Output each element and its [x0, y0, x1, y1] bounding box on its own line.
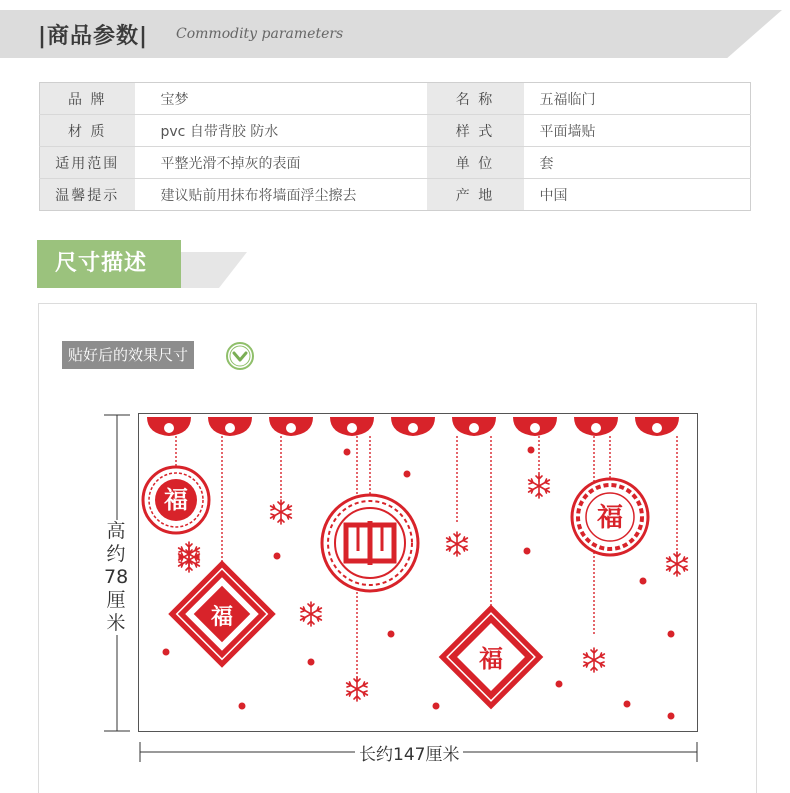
red-dot [668, 713, 675, 720]
red-dot [556, 681, 563, 688]
red-dot [388, 631, 395, 638]
fu-glyph: 福 [164, 486, 188, 514]
round-medallion-right [572, 479, 648, 555]
param-label: 单 位 [427, 147, 524, 179]
red-dot [239, 703, 246, 710]
height-dimension-label: 高约78厘米 [104, 520, 129, 634]
wall-sticker-illustration [139, 414, 699, 733]
scallop-hole [652, 423, 662, 433]
red-dot [404, 471, 411, 478]
scallop-hole [530, 423, 540, 433]
fu-glyph: 福 [479, 645, 503, 673]
snowflake [529, 474, 550, 498]
snowflake [584, 648, 605, 672]
red-dot [524, 548, 531, 555]
param-value: 建议贴前用抹布将墙面浮尘擦去 [160, 187, 357, 204]
red-dot [624, 701, 631, 708]
hanging-strings [176, 436, 677, 684]
param-label: 产 地 [427, 179, 524, 211]
param-label: 温馨提示 [40, 179, 135, 211]
param-value: 宝梦 [135, 83, 427, 115]
scallop-hole [408, 423, 418, 433]
param-value: 平整光滑不掉灰的表面 [135, 147, 427, 179]
effect-size-label: 贴好后的效果尺寸 [62, 341, 194, 369]
param-label: 适用范围 [40, 147, 135, 179]
param-label: 名 称 [427, 83, 524, 115]
red-dot [433, 703, 440, 710]
fu-glyph: 福 [596, 503, 624, 533]
param-value: 五福临门 [524, 83, 751, 115]
banner-subtitle: Commodity parameters [176, 26, 344, 42]
red-dot [668, 631, 675, 638]
width-dimension-label: 长约147厘米 [355, 740, 463, 765]
snowflake [347, 677, 368, 701]
scallop-hole [347, 423, 357, 433]
banner-title: |商品参数| [38, 24, 149, 49]
snowflake [301, 602, 322, 626]
wall-sticker-artwork [138, 413, 698, 732]
snowflake [447, 532, 468, 556]
param-value: 平面墙贴 [524, 115, 751, 147]
round-medallion-left [143, 467, 209, 533]
scallop-hole [225, 423, 235, 433]
param-label: 样 式 [427, 115, 524, 147]
round-medallion-center [322, 495, 418, 591]
scallop-border [147, 417, 679, 436]
param-label: 品 牌 [40, 83, 135, 115]
scallop-hole [469, 423, 479, 433]
snowflake [667, 552, 688, 576]
scallop-hole [164, 423, 174, 433]
red-dot [163, 649, 170, 656]
param-value: 中国 [539, 187, 568, 204]
param-label: 材 质 [40, 115, 135, 147]
red-dot [640, 578, 647, 585]
red-dot [308, 659, 315, 666]
snowflake [271, 500, 292, 524]
param-value: pvc 自带背胶 防水 [135, 115, 427, 147]
param-value: 套 [524, 147, 751, 179]
red-dot [274, 553, 281, 560]
size-section-title: 尺寸描述 [37, 240, 181, 288]
red-dot [528, 447, 535, 454]
scallop-hole [591, 423, 601, 433]
red-dot [344, 449, 351, 456]
scallop-hole [286, 423, 296, 433]
fu-glyph: 福 [210, 605, 234, 630]
